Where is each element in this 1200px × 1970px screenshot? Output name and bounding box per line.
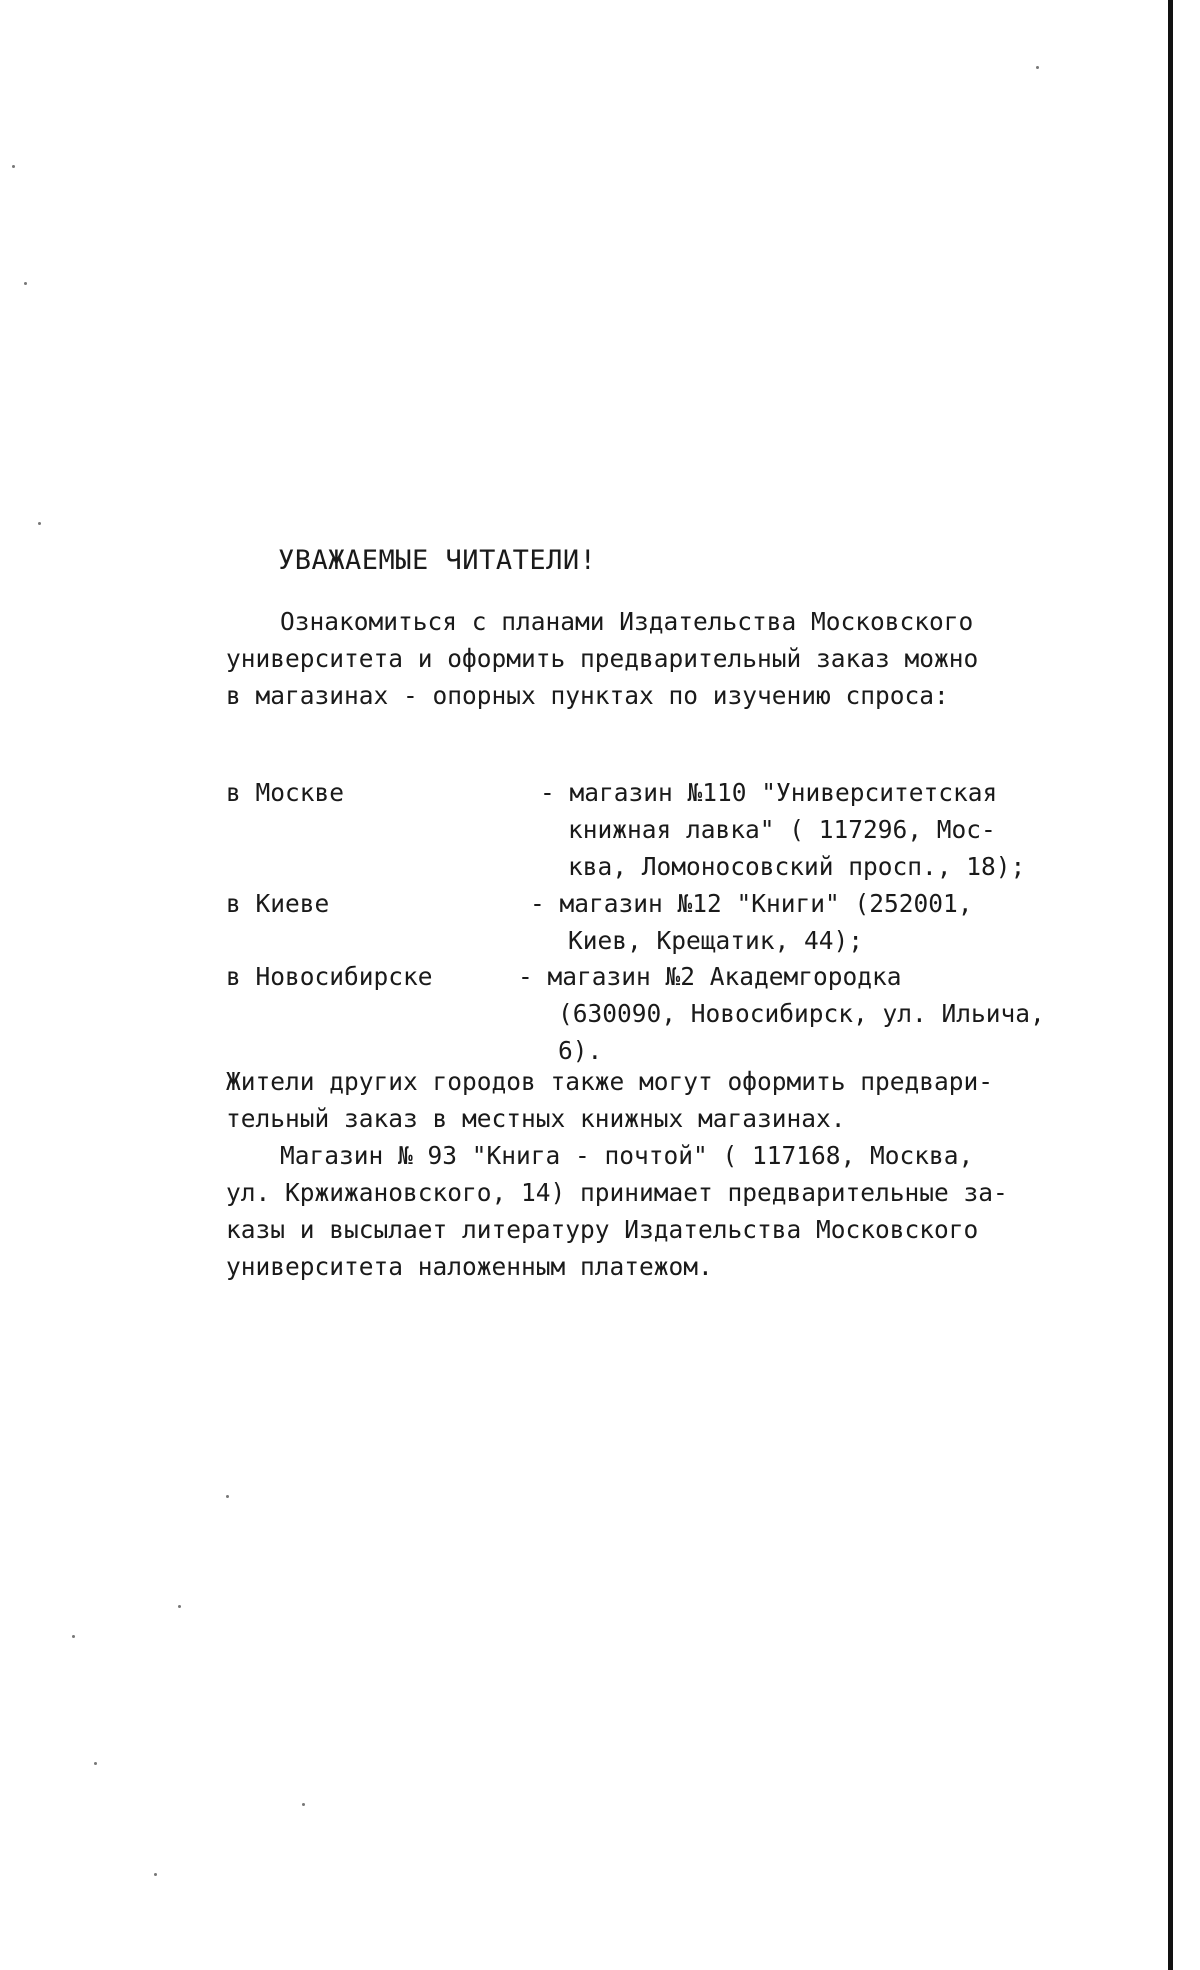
store-line: (630090, Новосибирск, ул. Ильича,	[558, 999, 1045, 1028]
page-edge-shadow	[1168, 0, 1173, 1970]
store-city: в Москве	[226, 778, 345, 807]
scan-speck	[94, 1762, 97, 1765]
page-heading: УВАЖАЕМЫЕ ЧИТАТЕЛИ!	[278, 545, 597, 576]
intro-paragraph	[226, 603, 978, 714]
store-city: в Киеве	[226, 889, 330, 918]
store-line: Киев, Крещатик, 44);	[568, 926, 864, 955]
paragraph-line: Жители других городов также могут оформить предвари-	[226, 1067, 994, 1096]
intro-line: в магазинах - опорных пунктах по изучению спроса:	[226, 681, 949, 710]
store-city: в Новосибирске	[226, 962, 433, 991]
scan-speck	[178, 1605, 181, 1608]
paragraph-line: Магазин № 93 "Книга - почтой" ( 117168, Москва,	[280, 1141, 974, 1170]
intro-line: университета и оформить предварительный заказ можно	[226, 644, 979, 673]
paragraph-line: университета наложенным платежом.	[226, 1252, 713, 1281]
store-line: - магазин №110 "Университетская	[540, 778, 998, 807]
other-cities-paragraph	[226, 1063, 993, 1137]
scan-speck	[302, 1803, 305, 1806]
intro-line: Ознакомиться с планами Издательства Московского	[280, 607, 974, 636]
store-description	[530, 885, 973, 959]
store-description	[540, 774, 1025, 885]
store-line: ква, Ломоносовский просп., 18);	[568, 852, 1026, 881]
store-line: 6).	[558, 1036, 603, 1065]
scan-speck	[24, 282, 27, 285]
scan-speck	[154, 1873, 157, 1876]
store-line: - магазин №2 Академгородка	[518, 962, 902, 991]
scan-speck	[12, 165, 15, 168]
scan-speck	[1036, 66, 1039, 69]
scan-speck	[38, 522, 41, 525]
mail-order-paragraph	[226, 1137, 1008, 1285]
paragraph-line: ул. Кржижановского, 14) принимает предварительные за-	[226, 1178, 1008, 1207]
store-line: книжная лавка" ( 117296, Мос-	[568, 815, 996, 844]
paragraph-line: тельный заказ в местных книжных магазинах.	[226, 1104, 846, 1133]
paragraph-line: казы и высылает литературу Издательства Московского	[226, 1215, 979, 1244]
store-line: - магазин №12 "Книги" (252001,	[530, 889, 973, 918]
scan-speck	[226, 1495, 229, 1498]
scan-speck	[72, 1635, 75, 1638]
store-description	[518, 958, 1045, 1069]
